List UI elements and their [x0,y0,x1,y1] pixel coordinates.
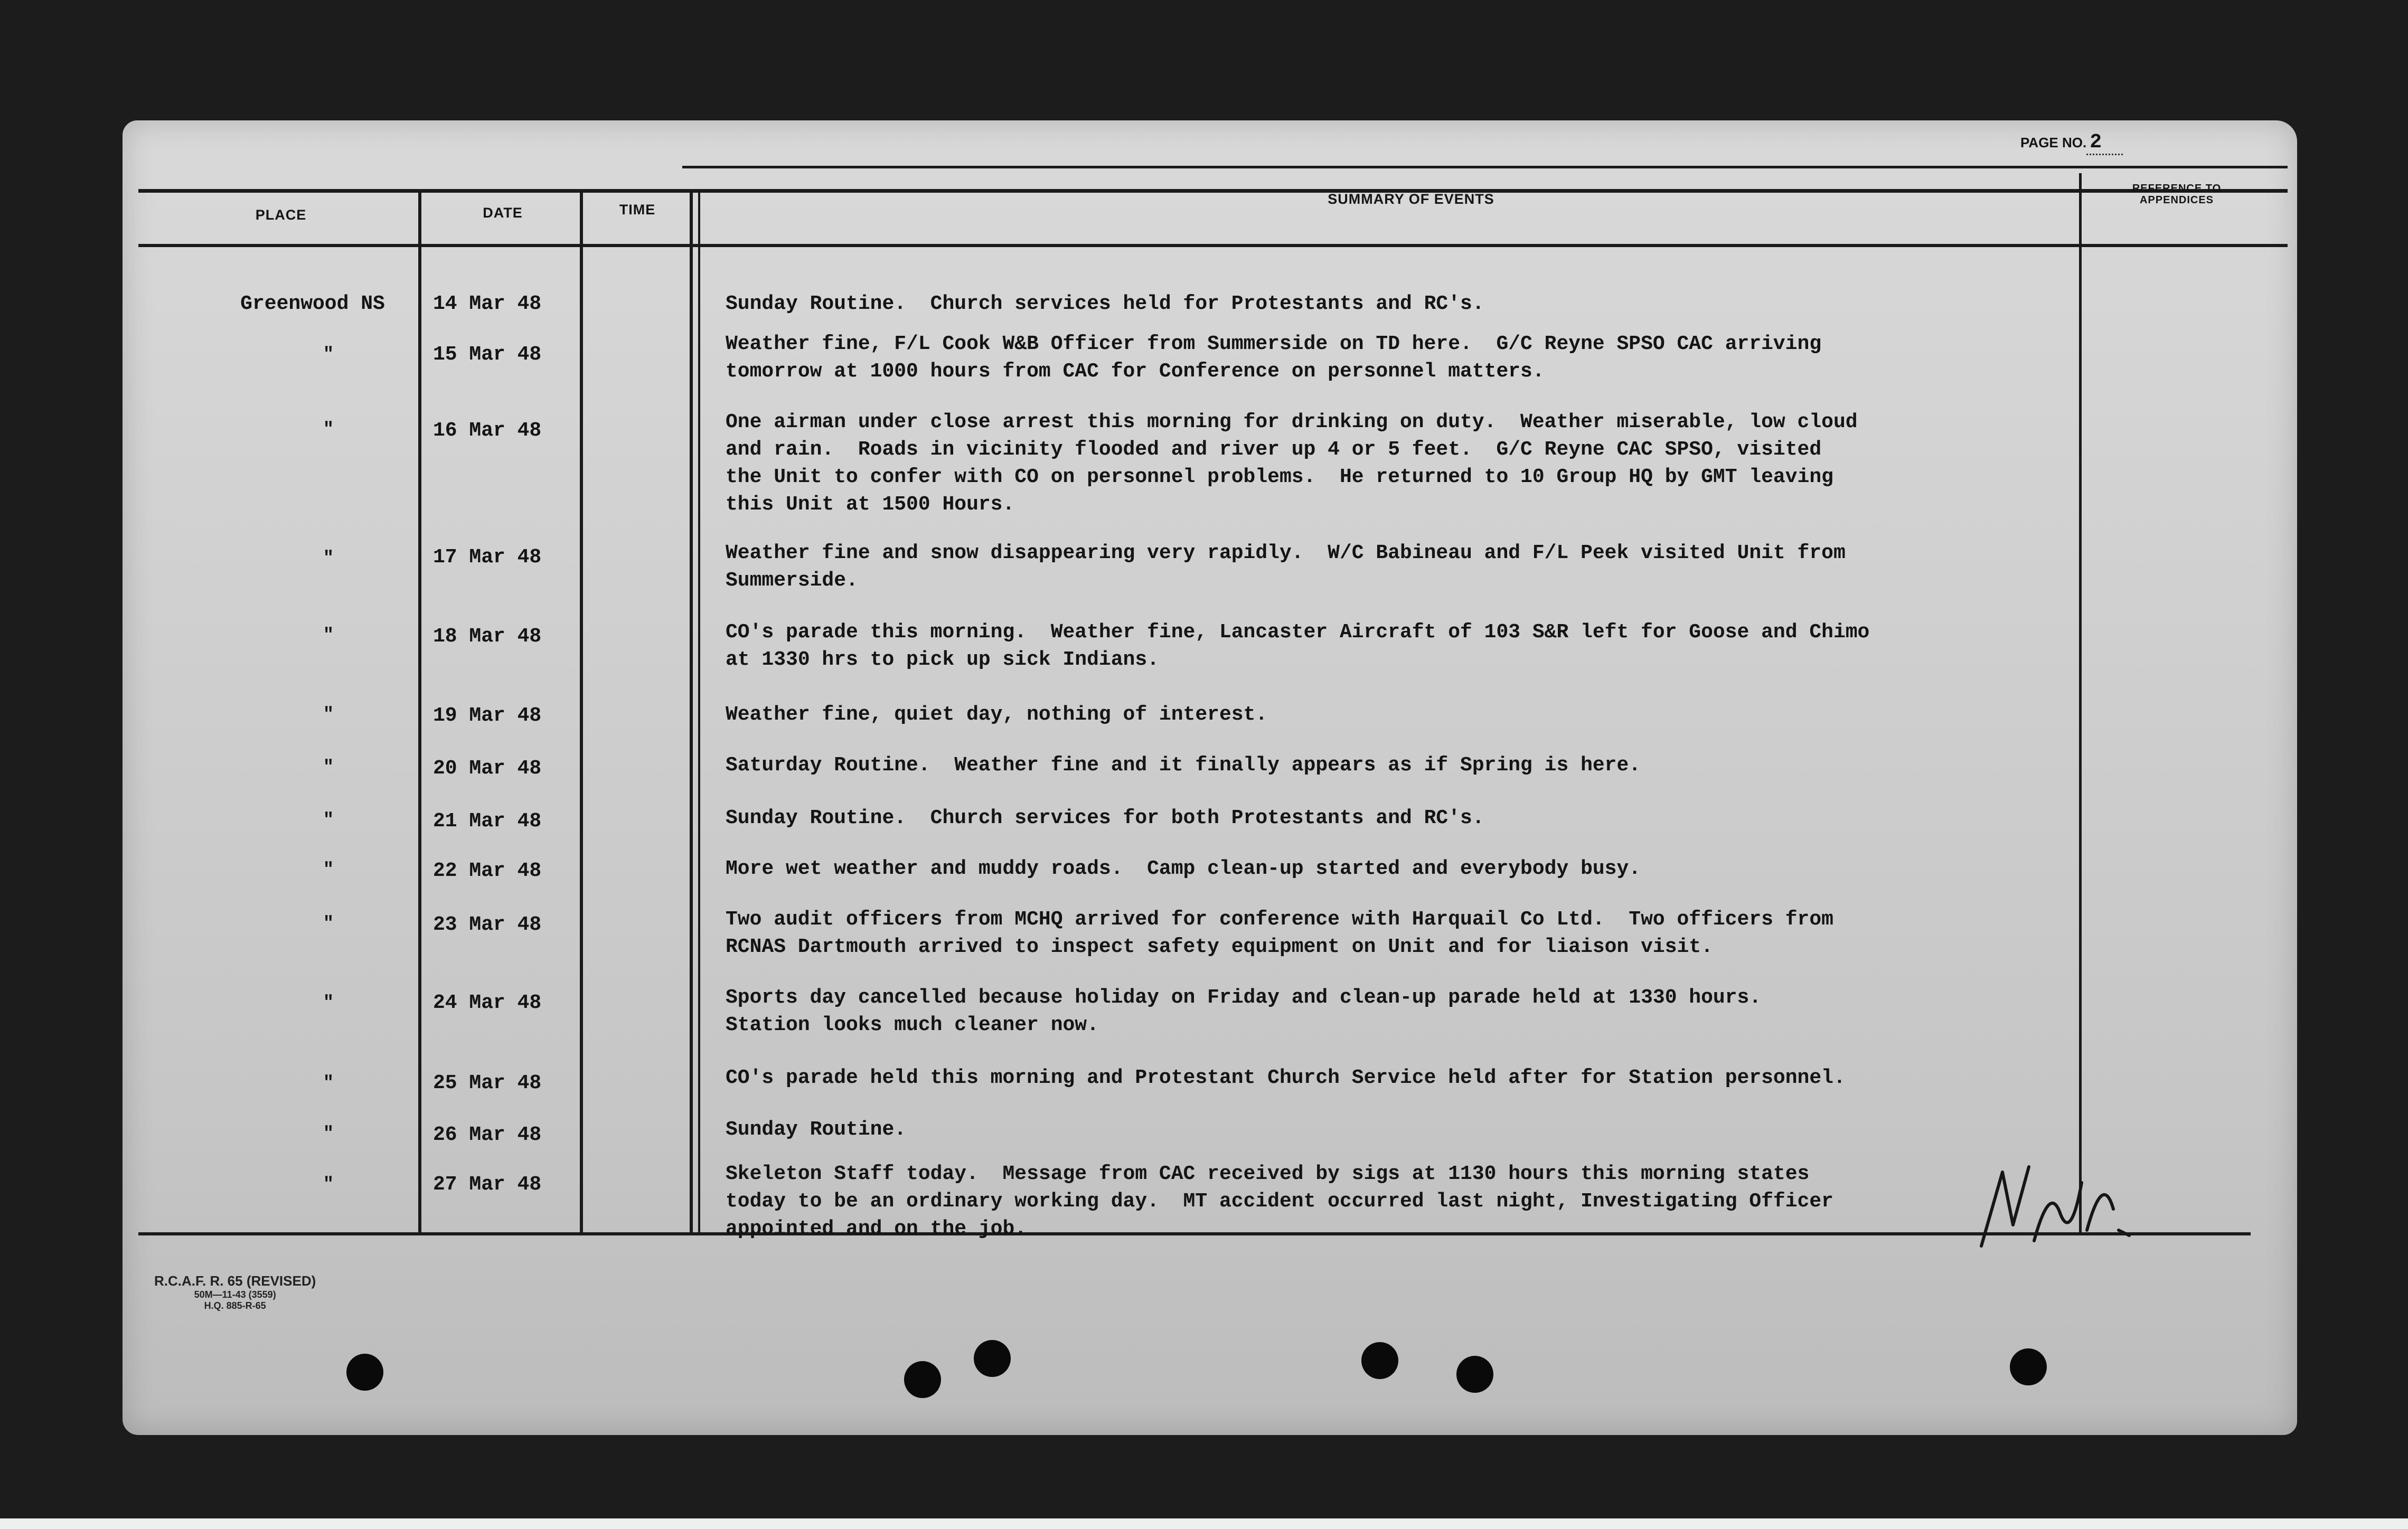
punch-hole [2010,1348,2047,1385]
entry-summary: More wet weather and muddy roads. Camp clean-up started and everybody busy. [726,857,1641,880]
entry-place-ditto: " [323,549,334,569]
entry-date: 21 Mar 48 [433,810,542,833]
entry-summary: Sunday Routine. Church services held for Protestants and RC's. [726,292,1484,315]
punch-hole [1361,1342,1398,1379]
entry-place-ditto: " [323,810,334,830]
entry-summary: CO's parade held this morning and Protestant Church Service held after for Station personnel. [726,1066,1846,1089]
entry-date: 20 Mar 48 [433,757,542,780]
entry-summary: Sports day cancelled because holiday on Friday and clean-up parade held at 1330 hours. Station looks much cleaner now. [726,986,1762,1036]
entry-place-ditto: " [323,420,334,440]
entry-date: 19 Mar 48 [433,704,542,727]
entry-place-ditto: " [323,914,334,934]
entry-date: 26 Mar 48 [433,1124,542,1146]
entry-date: 27 Mar 48 [433,1173,542,1196]
punch-hole [904,1361,941,1398]
header-summary: SUMMARY OF EVENTS [1328,191,1494,207]
form-number-line3: H.Q. 885-R-65 [204,1300,266,1311]
top-rule [138,189,2288,193]
handwritten-initials [1971,1151,2140,1257]
entry-summary: Skeleton Staff today. Message from CAC received by sigs at 1130 hours this morning states today to be an ordinary working day. MT accident occurred last night, Investigating Officer appointed and on the job. [726,1163,1833,1240]
page-number-value: 2 [2086,131,2123,155]
page-number-label: PAGE NO. [2020,135,2087,150]
header-bottom-rule [138,244,2288,247]
entry-date: 17 Mar 48 [433,546,542,569]
entry-date: 16 Mar 48 [433,419,542,442]
entry-date: 23 Mar 48 [433,913,542,936]
punch-hole [346,1354,383,1391]
header-reference-line1: REFERENCE TO [2132,183,2222,194]
page-number [2020,131,2123,154]
entry-place-ditto: " [323,860,334,880]
entry-summary: Sunday Routine. Church services for both Protestants and RC's. [726,807,1484,829]
entry-place-ditto: " [323,1175,334,1195]
top-rule-thin [682,166,2288,168]
entry-place-ditto: " [323,1073,334,1093]
entry-summary: One airman under close arrest this morning for drinking on duty. Weather miserable, low cloud and rain. Roads in vicinity flooded and river up 4 or 5 feet. G/C Reyne CAC SPSO, visited the Unit to confer with CO on personnel problems. He returned to 10 Group HQ by GMT leaving this Unit at 1500 Hours. [726,411,1858,516]
entry-place-ditto: " [323,626,334,646]
form-number-line1: R.C.A.F. R. 65 (REVISED) [154,1273,316,1289]
entry-summary: Two audit officers from MCHQ arrived for conference with Harquail Co Ltd. Two officers from RCNAS Dartmouth arrived to inspect safety equipment on Unit and for liaison visit. [726,908,1833,958]
header-date: DATE [483,205,523,221]
entry-place-ditto: " [323,758,334,778]
header-reference-line2: APPENDICES [2139,194,2214,206]
punch-hole [974,1340,1011,1377]
entry-summary: Weather fine, F/L Cook W&B Officer from Summerside on TD here. G/C Reyne SPSO CAC arriving tomorrow at 1000 hours from CAC for Conference on personnel matters. [726,333,1822,383]
entry-summary: Weather fine and snow disappearing very rapidly. W/C Babineau and F/L Peek visited Unit from Summerside. [726,542,1846,592]
entry-place-ditto: " [323,705,334,725]
header-place: PLACE [255,207,307,223]
entry-date: 25 Mar 48 [433,1072,542,1094]
entry-summary: Saturday Routine. Weather fine and it finally appears as if Spring is here. [726,754,1641,777]
entry-date: 22 Mar 48 [433,860,542,882]
entry-summary: Weather fine, quiet day, nothing of interest. [726,703,1268,726]
punch-hole [1456,1356,1493,1393]
entry-summary: CO's parade this morning. Weather fine, Lancaster Aircraft of 103 S&R left for Goose and Chimo at 1330 hrs to pick up sick Indians. [726,621,1870,671]
entry-summary: Sunday Routine. [726,1118,907,1141]
entry-date: 24 Mar 48 [433,992,542,1014]
entry-place-ditto: " [323,993,334,1013]
time-summary-divider-b [698,189,700,1235]
header-time: TIME [619,202,656,218]
scan-frame-edge [0,1518,2408,1529]
place-date-divider [418,189,421,1235]
summary-reference-divider [2079,173,2082,1235]
form-number-line2: 50M—11-43 (3559) [194,1289,276,1300]
entry-place-ditto: " [323,345,334,365]
operations-record-page [123,120,2297,1435]
entry-place-ditto: " [323,1124,334,1144]
time-summary-divider-a [690,189,693,1235]
header-reference [2097,183,2256,206]
entry-date: 14 Mar 48 [433,292,542,315]
form-number [154,1273,316,1311]
entry-date: 18 Mar 48 [433,625,542,648]
entry-place: Greenwood NS [240,292,385,315]
entry-date: 15 Mar 48 [433,343,542,366]
